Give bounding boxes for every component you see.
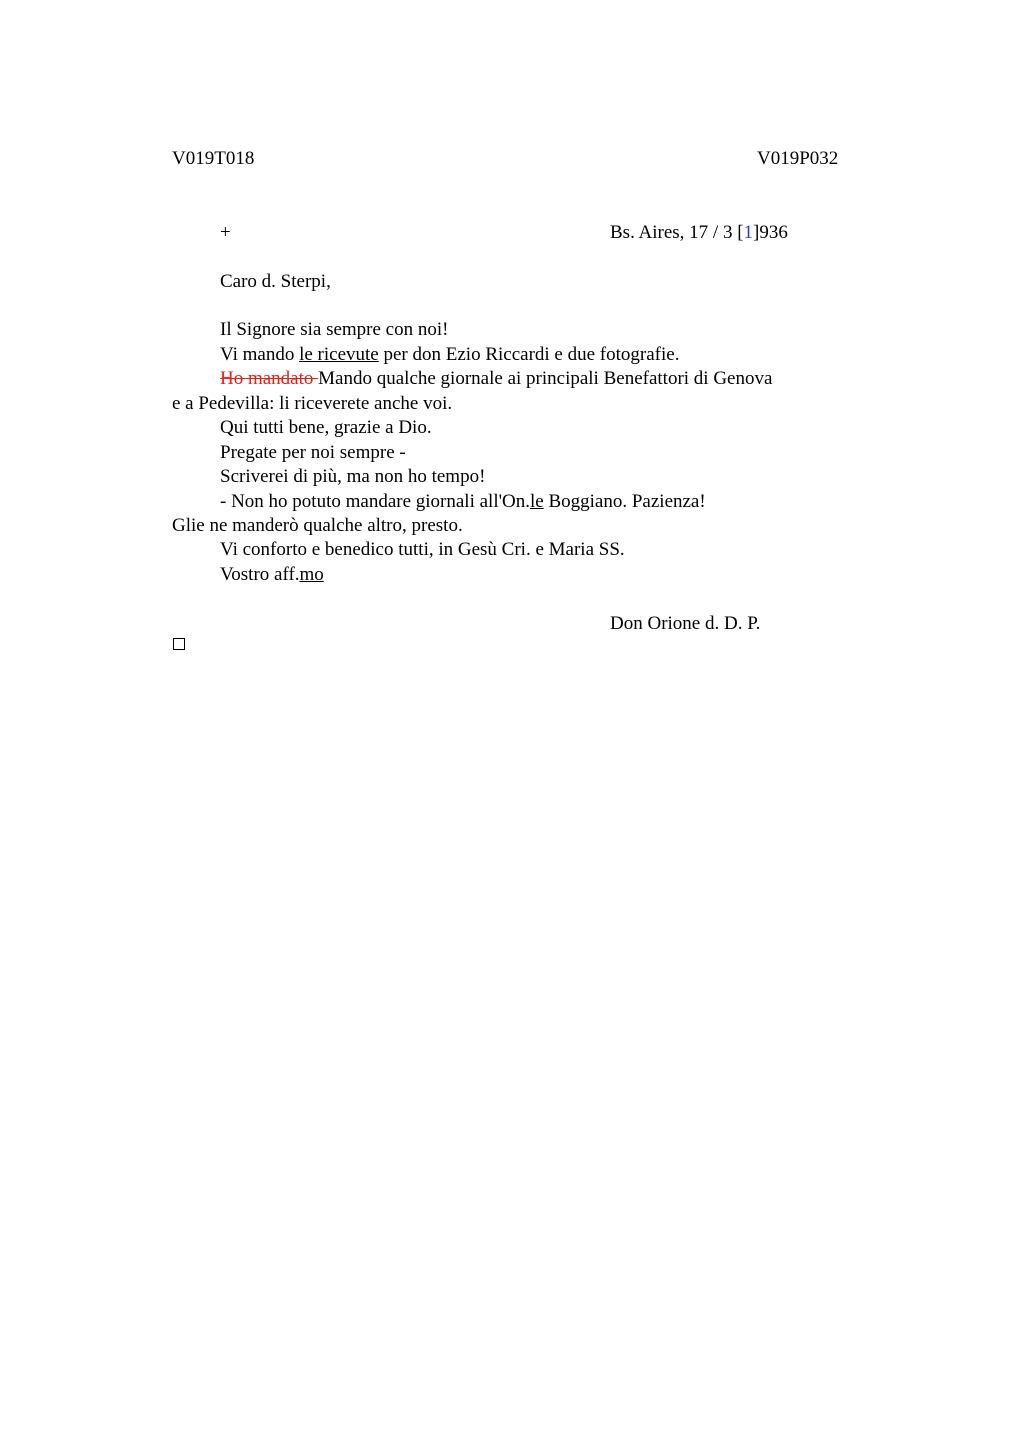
letter-line-3	[220, 369, 772, 388]
line-2-start: Vi mando	[220, 344, 300, 365]
letter-line-11	[220, 565, 324, 584]
line-8-start: - Non ho potuto mandare giornali all'On.	[220, 491, 530, 512]
salutation: Caro d. Sterpi,	[220, 271, 331, 292]
line-8-end: Boggiano. Pazienza!	[543, 491, 706, 512]
date-suffix: ]936	[753, 222, 788, 243]
letter-line-5: Qui tutti bene, grazie a Dio.	[220, 417, 432, 438]
letter-line-10: Vi conforto e benedico tutti, in Gesù Cri. e Maria SS.	[220, 539, 625, 560]
date-prefix: Bs. Aires, 17 / 3 [	[610, 222, 744, 243]
closing: Vostro aff.	[220, 564, 300, 585]
deleted-text: Ho mandato	[220, 368, 319, 389]
letter-line-2	[220, 345, 679, 364]
letter-line-1: Il Signore sia sempre con noi!	[220, 319, 449, 340]
signature: Don Orione d. D. P.	[610, 613, 761, 634]
letter-line-4: e a Pedevilla: li riceverete anche voi.	[172, 393, 453, 414]
line-2-end: per don Ezio Riccardi e due fotografie.	[378, 344, 680, 365]
letter-line-6: Pregate per noi sempre -	[220, 442, 406, 463]
underlined-abbrev: le	[530, 491, 544, 512]
letter-line-7: Scriverei di più, ma non ho tempo!	[220, 466, 486, 487]
cross-symbol: +	[220, 222, 231, 243]
underlined-abbrev: mo	[299, 564, 324, 585]
letter-line-9: Glie ne manderò qualche altro, presto.	[172, 515, 463, 536]
letter-line-8	[220, 492, 706, 511]
date-editorial-digit: 1	[743, 222, 754, 243]
underlined-text: le ricevute	[299, 344, 379, 365]
document-code-left: V019T018	[172, 148, 255, 169]
letter-date	[610, 223, 788, 242]
line-3-rest: Mando qualche giornale ai principali Benefattori di Genova	[318, 368, 773, 389]
checkbox-square-icon	[173, 638, 185, 650]
document-code-right: V019P032	[757, 148, 839, 169]
